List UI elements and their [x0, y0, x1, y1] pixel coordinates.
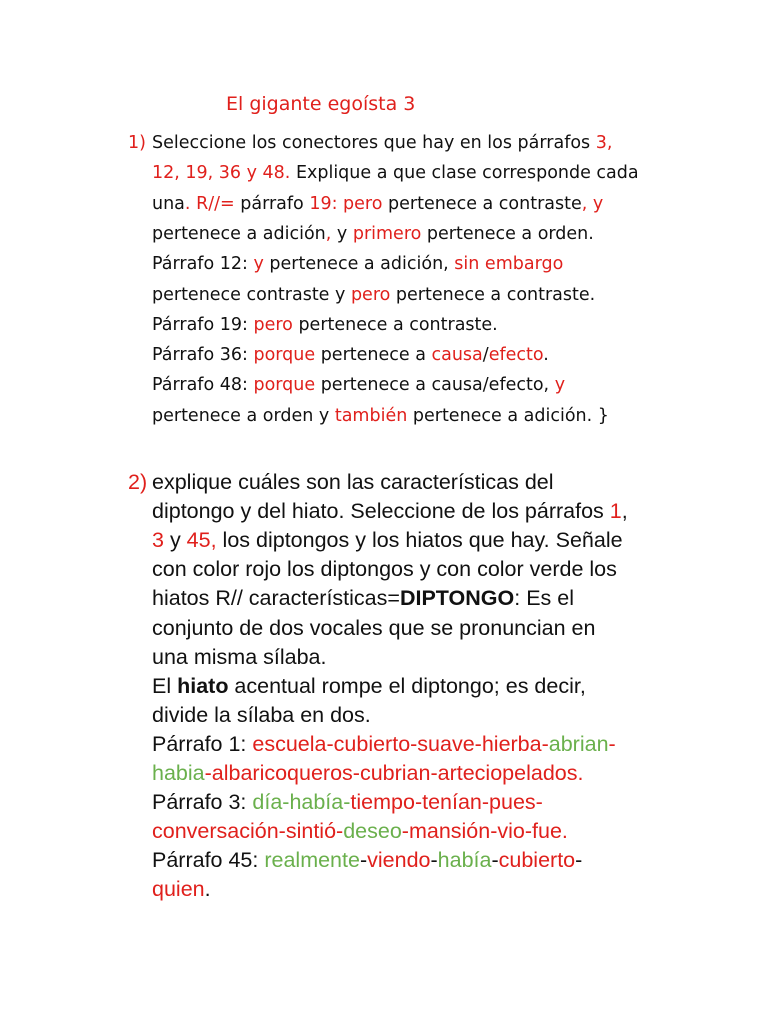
text-segment: cubierto: [498, 848, 576, 873]
text-segment: abrian: [548, 731, 609, 756]
q2-line: [152, 586, 574, 611]
q2-line: [152, 703, 371, 728]
q2-line: [152, 557, 617, 582]
q2-line: [152, 790, 543, 815]
text-segment: sin embargo: [454, 254, 564, 275]
text-segment: hiatos R// características=: [152, 586, 400, 611]
text-segment: y: [554, 375, 566, 396]
text-segment: pertenece a orden y: [152, 405, 335, 426]
q2-line: [152, 819, 568, 844]
text-segment: y: [331, 223, 353, 244]
q2-line: [152, 528, 623, 553]
text-segment: explique cuáles son las características del: [152, 470, 554, 494]
text-segment: Párrafo 3:: [152, 790, 253, 815]
text-segment: Párrafo 19:: [152, 314, 254, 335]
text-segment: párrafo: [234, 193, 310, 214]
text-segment: 19: pero: [309, 193, 383, 214]
text-segment: Párrafo 45:: [152, 848, 265, 873]
text-segment: diptongo y del hiato. Seleccione de los párrafos: [152, 499, 610, 524]
text-segment: realmente: [264, 848, 360, 873]
text-segment: Párrafo 36:: [152, 345, 254, 366]
text-segment: efecto: [488, 345, 544, 366]
text-segment: -: [608, 731, 616, 756]
text-segment: una: [152, 193, 185, 214]
text-segment: tiempo-tenían-pues-: [350, 790, 543, 815]
q2-line: [152, 848, 582, 873]
text-segment: día-había-: [252, 790, 351, 815]
q1-line: [152, 345, 549, 365]
q2-line: [152, 616, 595, 641]
text-segment: ,: [621, 499, 628, 524]
text-segment: -albaricoqueros-cubrian-arteciopelados.: [204, 761, 584, 785]
q1-line: [152, 406, 609, 426]
text-segment: una misma sílaba.: [152, 644, 327, 669]
text-segment: .: [184, 193, 191, 214]
q1-line: [152, 194, 603, 214]
document-title: El gigante egoísta 3: [226, 93, 416, 115]
text-segment: -: [359, 848, 368, 873]
text-segment: pertenece a contraste.: [390, 284, 596, 305]
text-segment: R//=: [190, 193, 235, 214]
text-segment: conversación-sintió-: [152, 819, 344, 844]
q2-line: [152, 674, 586, 699]
q2-line: [152, 732, 616, 757]
text-segment: hiato: [177, 673, 229, 698]
q1-line: [152, 133, 612, 153]
text-segment: los diptongos y los hiatos que hay. Señale: [216, 528, 623, 553]
text-segment: pertenece a contraste.: [292, 314, 498, 335]
text-segment: porque: [253, 345, 316, 366]
text-segment: pertenece a adición. }: [407, 405, 609, 426]
text-segment: pertenece a adición,: [263, 254, 455, 275]
q1-line: [152, 285, 595, 305]
text-segment: también: [334, 405, 408, 426]
text-segment: habia: [152, 761, 205, 785]
q1-line: [152, 375, 565, 395]
q1-line: [152, 315, 498, 335]
q2-line: [152, 470, 554, 495]
text-segment: con color rojo los diptongos y con color verde los: [152, 557, 617, 582]
text-segment: Explique a que clase corresponde cada: [290, 163, 639, 184]
text-segment: conjunto de dos vocales que se pronuncian en: [152, 615, 596, 640]
q1-line: [152, 224, 594, 244]
q2-line: [152, 645, 326, 670]
text-segment: pertenece contraste y: [152, 284, 351, 305]
text-segment: 12, 19, 36 y 48.: [152, 163, 291, 184]
text-segment: .: [204, 877, 211, 902]
text-segment: -mansión-vio-fue.: [401, 819, 568, 844]
text-segment: había: [437, 848, 492, 873]
text-segment: : Es el: [514, 586, 574, 611]
text-segment: porque: [253, 375, 316, 396]
q1-line: [152, 163, 639, 183]
text-segment: pero: [350, 284, 391, 305]
q2-line: [152, 499, 628, 524]
text-segment: Párrafo 1:: [152, 731, 253, 756]
q1-line: [152, 254, 563, 274]
text-segment: y: [592, 193, 604, 214]
text-segment: causa: [431, 345, 483, 366]
text-segment: Párrafo 48:: [152, 375, 254, 396]
text-segment: ,: [581, 193, 588, 214]
text-segment: -: [575, 848, 583, 873]
text-segment: -: [430, 848, 438, 873]
text-segment: viendo: [367, 848, 431, 873]
text-segment: y: [163, 528, 187, 553]
text-segment: ,: [325, 223, 332, 244]
text-segment: primero: [352, 223, 422, 244]
text-segment: ,: [210, 528, 217, 553]
question-1-number: 1): [128, 133, 146, 153]
q2-line: [152, 877, 211, 902]
text-segment: 1: [609, 499, 622, 524]
question-2-number: 2): [128, 470, 148, 494]
text-segment: 3,: [595, 133, 613, 153]
text-segment: -: [491, 848, 499, 873]
text-segment: quien: [152, 877, 205, 902]
text-segment: /: [482, 345, 489, 366]
text-segment: pero: [253, 314, 293, 335]
text-segment: y: [253, 254, 264, 275]
q2-line: [152, 761, 583, 786]
text-segment: acentual rompe el diptongo; es decir,: [228, 673, 586, 698]
text-segment: pertenece a orden.: [421, 223, 594, 244]
text-segment: pertenece a adición: [152, 223, 326, 244]
text-segment: escuela-cubierto-suave-hierba-: [252, 731, 549, 756]
text-segment: .: [543, 345, 549, 366]
text-segment: deseo: [343, 819, 402, 844]
text-segment: Seleccione los conectores que hay en los párrafos: [152, 133, 596, 153]
text-segment: Párrafo 12:: [152, 254, 254, 275]
text-segment: pertenece a: [315, 345, 432, 366]
text-segment: pertenece a causa/efecto,: [315, 375, 555, 396]
text-segment: divide la sílaba en dos.: [152, 702, 371, 727]
text-segment: DIPTONGO: [399, 586, 515, 611]
text-segment: 3: [152, 528, 164, 553]
text-segment: El: [152, 673, 178, 698]
text-segment: 45: [186, 528, 211, 553]
text-segment: pertenece a contraste: [382, 193, 582, 214]
